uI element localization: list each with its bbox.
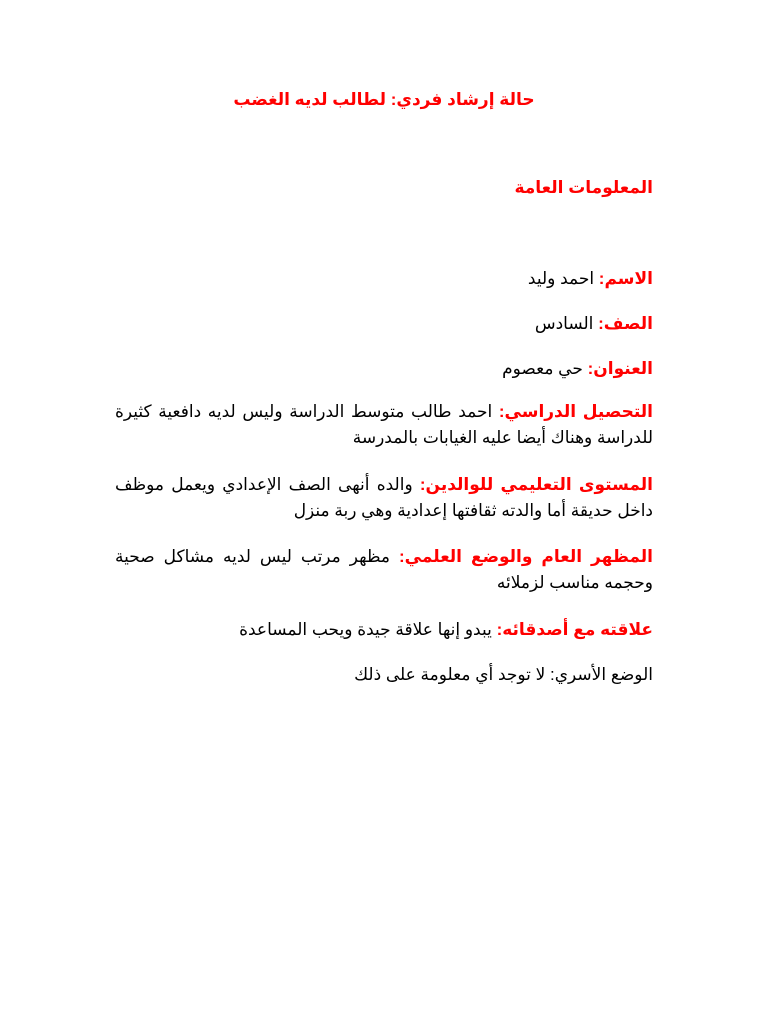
- field-value: يبدو إنها علاقة جيدة ويحب المساعدة: [239, 620, 492, 639]
- document-title: حالة إرشاد فردي: لطالب لديه الغضب: [233, 90, 535, 109]
- field-label: الصف:: [598, 314, 653, 333]
- field-family-status: الوضع الأسري: لا توجد أي معلومة على ذلك: [354, 665, 653, 684]
- field-label: المستوى التعليمي للوالدين:: [419, 475, 653, 494]
- section-heading-general-info: المعلومات العامة: [514, 178, 653, 197]
- field-value: والده أنهى الصف الإعدادي ويعمل موظف داخل حديقة أما والدته ثقافتها إعدادية وهي ربة منزل: [115, 475, 653, 520]
- field-name: [115, 266, 653, 292]
- field-label: علاقته مع أصدقائه:: [496, 620, 653, 639]
- field-label: المظهر العام والوضع العلمي:: [399, 547, 653, 566]
- field-value: حي معصوم: [502, 359, 583, 378]
- field-appearance: [115, 544, 653, 596]
- field-friends-relationship: [115, 617, 653, 643]
- field-parents-education: [115, 472, 653, 524]
- field-grade: [115, 311, 653, 337]
- field-label: الاسم:: [598, 269, 653, 288]
- field-label: العنوان:: [587, 359, 653, 378]
- field-value: السادس: [534, 314, 594, 333]
- field-value: احمد وليد: [527, 269, 595, 288]
- field-label: التحصيل الدراسي:: [498, 402, 653, 421]
- field-value: احمد طالب متوسط الدراسة وليس لديه دافعية كثيرة للدراسة وهناك أيضا عليه الغيابات بالمدرسة: [115, 402, 653, 447]
- field-value: مظهر مرتب ليس لديه مشاكل صحية وحجمه مناسب لزملائه: [115, 547, 653, 592]
- field-address: [115, 356, 653, 382]
- field-academic-achievement: [115, 399, 653, 451]
